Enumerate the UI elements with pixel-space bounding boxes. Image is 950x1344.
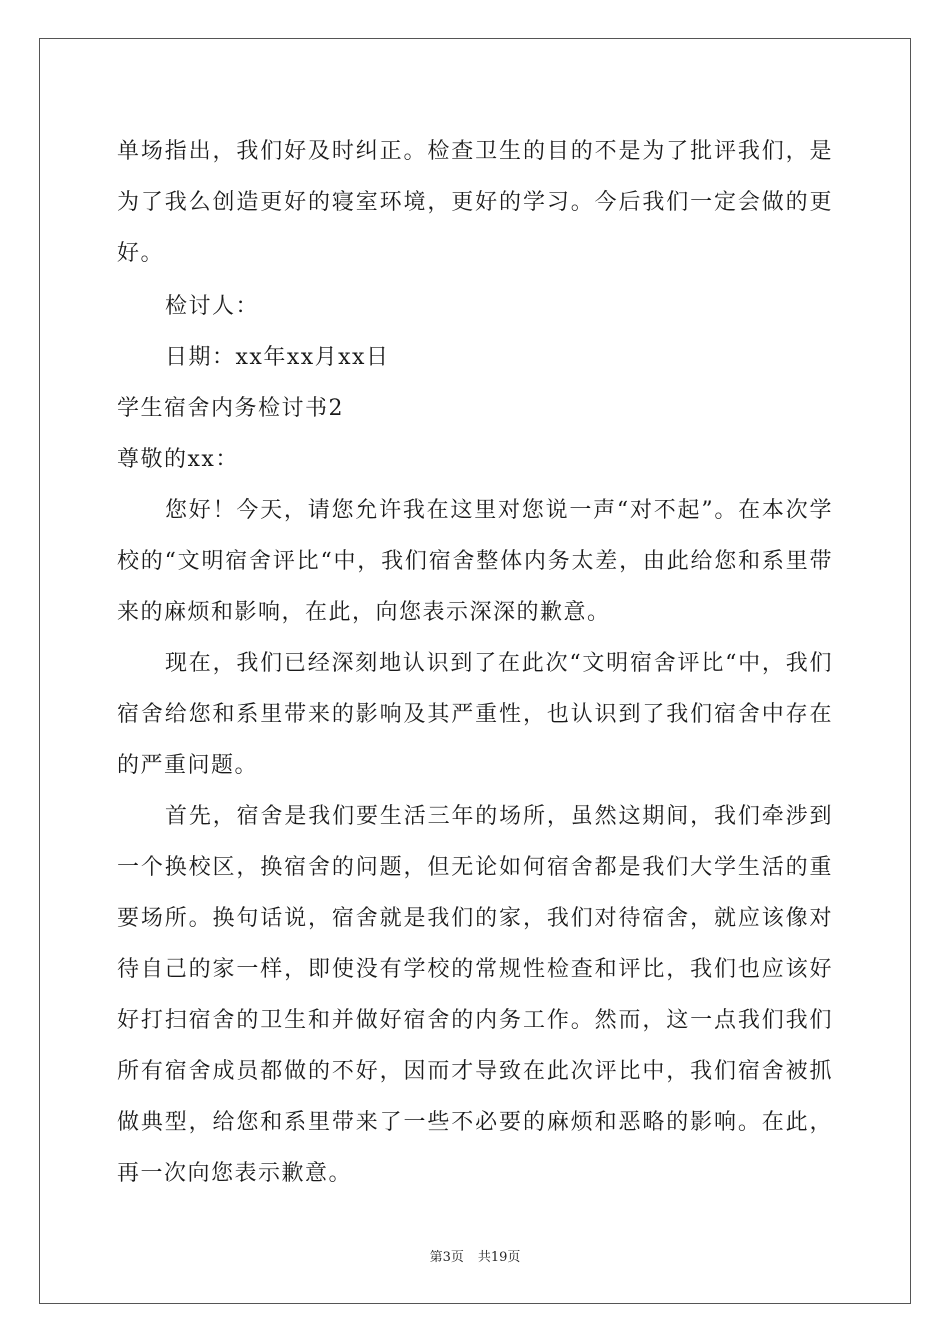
signature-line: 检讨人： [165, 294, 260, 319]
salutation: 尊敬的xx： [117, 447, 239, 472]
page-footer [0, 1246, 950, 1265]
page-number: 第3页 [429, 1250, 464, 1265]
date-line: 日期：xx年xx月xx日 [165, 345, 390, 370]
document-body [117, 126, 833, 1199]
paragraph-recognition: 现在，我们已经深刻地认识到了在此次“文明宿舍评比“中，我们宿舍给您和系里带来的影响及其严重性，也认识到了我们宿舍中存在的严重问题。 [117, 651, 833, 778]
paragraph-apology: 您好！今天，请您允许我在这里对您说一声“对不起”。在本次学校的“文明宿舍评比“中，我们宿舍整体内务太差，由此给您和系里带来的麻烦和影响，在此，向您表示深深的歉意。 [117, 498, 833, 625]
document-title: 学生宿舍内务检讨书2 [117, 396, 344, 421]
page-total: 共19页 [477, 1250, 521, 1265]
paragraph-first-point: 首先，宿舍是我们要生活三年的场所，虽然这期间，我们牵涉到一个换校区，换宿舍的问题，但无论如何宿舍都是我们大学生活的重要场所。换句话说，宿舍就是我们的家，我们对待宿舍，就应该像对待自己的家一样，即使没有学校的常规性检查和评比，我们也应该好好打扫宿舍的卫生和并做好宿舍的内务工作。然而，这一点我们我们所有宿舍成员都做的不好，因而才导致在此次评比中，我们宿舍被抓做典型，给您和系里带来了一些不必要的麻烦和恶略的影响。在此，再一次向您表示歉意。 [117, 804, 833, 1186]
paragraph-continuation: 单场指出，我们好及时纠正。检查卫生的目的不是为了批评我们，是为了我么创造更好的寝室环境，更好的学习。今后我们一定会做的更好。 [117, 139, 833, 266]
